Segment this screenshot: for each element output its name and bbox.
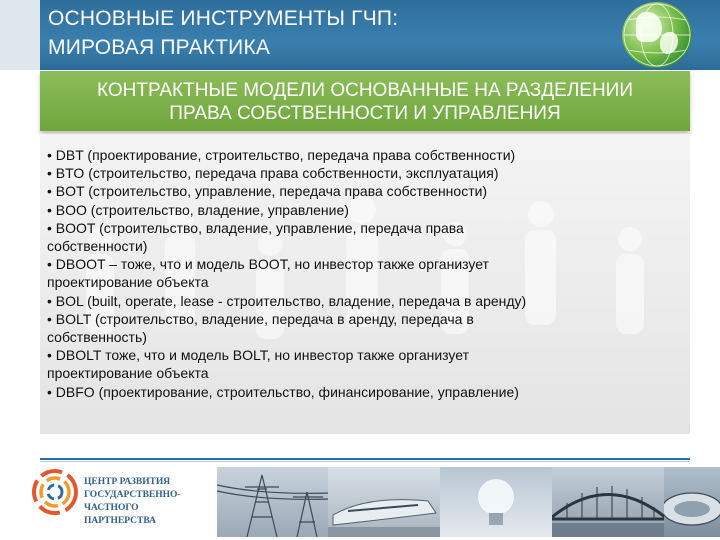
bridge-photo [552, 467, 665, 537]
section-heading-line-2: ПРАВА СОБСТВЕННОСТИ И УПРАВЛЕНИЯ [169, 103, 561, 124]
section-banner [40, 71, 690, 131]
list-item: • BOO (строительство, владение, управление) [47, 201, 349, 218]
header-left-strip [0, 0, 40, 70]
globe-icon [622, 2, 692, 68]
page-title-line-1: ОСНОВНЫЕ ИНСТРУМЕНТЫ ГЧП: [48, 7, 399, 30]
section-heading [40, 79, 690, 125]
list-item: • BOL (built, operate, lease - строительство, владение, передача в аренду) [47, 292, 527, 309]
page-title-line-2: МИРОВАЯ ПРАКТИКА [48, 36, 271, 59]
list-item: • DBOOT – тоже, что и модель BOOT, но инвестор также организует проектирование объекта [47, 256, 489, 291]
list-item: • BOOT (строительство, владение, управление, передача права собственности) [47, 219, 464, 255]
list-item: • DBOLT тоже, что и модель BOLT, но инвестор также организует проектирование объекта [47, 347, 470, 382]
list-item: • DBT (проектирование, строительство, передача права собственности) [47, 147, 516, 163]
list-item: • DBFO (проектирование, строительство, финансирование, управление) [47, 383, 519, 400]
train-photo [328, 467, 441, 537]
stadium-photo [664, 467, 720, 537]
contract-models-list [47, 146, 687, 401]
power-lines-photo [217, 467, 330, 537]
page-title [48, 4, 398, 62]
organization-name: ЦЕНТР РАЗВИТИЯ ГОСУДАРСТВЕННО-ЧАСТНОГО ПАРТНЕРСТВА [84, 477, 181, 526]
section-heading-line-1: КОНТРАКТНЫЕ МОДЕЛИ ОСНОВАННЫЕ НА РАЗДЕЛЕНИИ [97, 80, 633, 101]
list-item: • BTO (строительство, передача права собственности, эксплуатация) [47, 165, 499, 182]
light-bulb-photo [440, 467, 553, 537]
footer-divider-thin [40, 461, 690, 462]
list-item: • BOT (строительство, управление, передача права собственности) [47, 183, 488, 200]
footer-divider [40, 458, 690, 460]
list-item: • BOLT (строительство, владение, передача в аренду, передача в собственность) [47, 310, 474, 346]
ppp-center-logo-icon [30, 467, 80, 517]
header-bar [0, 0, 720, 70]
